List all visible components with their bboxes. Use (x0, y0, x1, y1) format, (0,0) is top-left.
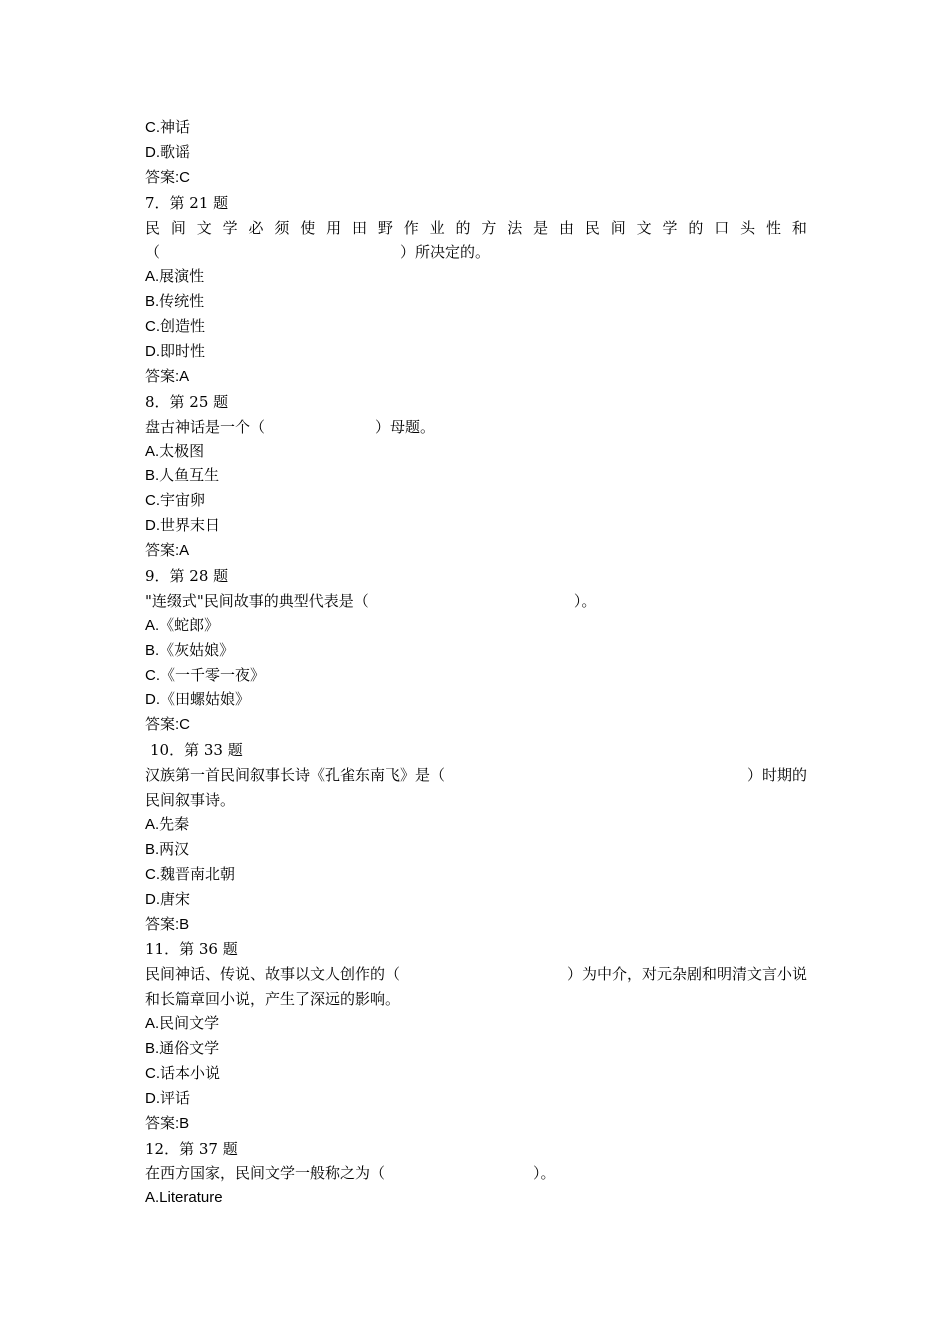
question-stem-11-line2: 和长篇章回小说，产生了深远的影响。 (145, 990, 401, 1009)
question-heading-11: 11．第 36 题 (145, 940, 238, 959)
option-c: C.《一千零一夜》 (145, 666, 266, 684)
answer: 答案:A (145, 542, 190, 560)
answer: 答案:C (145, 168, 191, 186)
stem-char: 和 (791, 218, 807, 237)
option-b: B.两汉 (145, 840, 190, 858)
stem-text: ）母题。 (375, 417, 436, 436)
stem-text: 民间神话、传说、故事以文人创作的（ (145, 965, 401, 984)
stem-char: 田 (352, 218, 368, 237)
option-a: A.民间文学 (145, 1015, 220, 1033)
answer: 答案:A (145, 367, 190, 385)
stem-char: 间 (170, 218, 186, 237)
stem-char: 须 (274, 218, 290, 237)
option-b: B.通俗文学 (145, 1039, 220, 1057)
stem-char: 的 (455, 218, 471, 237)
question-stem-7-line2 (145, 240, 807, 265)
document-page (145, 116, 807, 1211)
question-stem-12 (145, 1161, 807, 1186)
question-stem-7-line1 (145, 216, 807, 241)
stem-char: 作 (403, 218, 419, 237)
option-d: D.唐宋 (145, 890, 191, 908)
stem-text: ）。 (573, 591, 597, 610)
option-a: A.先秦 (145, 815, 190, 833)
stem-char: 由 (559, 218, 575, 237)
stem-char: 民 (584, 218, 600, 237)
stem-char: 方 (481, 218, 497, 237)
stem-char: 法 (507, 218, 523, 237)
stem-char: 文 (196, 218, 212, 237)
question-stem-8 (145, 415, 807, 440)
option-c: C.魏晋南北朝 (145, 865, 236, 883)
option-d: D.《田螺姑娘》 (145, 691, 251, 709)
stem-char: 的 (688, 218, 704, 237)
stem-char: 口 (714, 218, 730, 237)
stem-char: 使 (300, 218, 316, 237)
answer: 答案:B (145, 915, 190, 933)
stem-text: 盘古神话是一个（ (145, 417, 266, 436)
stem-char: 是 (533, 218, 549, 237)
blank-open: （ (145, 243, 161, 262)
option-c: C.宇宙卵 (145, 492, 206, 510)
stem-char: 民 (145, 218, 161, 237)
question-heading-8: 8．第 25 题 (145, 392, 229, 411)
question-stem-11-line1 (145, 962, 807, 987)
stem-text: "连缀式"民间故事的典型代表是（ (145, 591, 369, 610)
question-stem-10-line2: 民间叙事诗。 (145, 791, 236, 810)
answer: 答案:B (145, 1114, 190, 1132)
stem-char: 学 (662, 218, 678, 237)
stem-text: ）所决定的。 (400, 243, 491, 262)
option-d: D.歌谣 (145, 143, 191, 161)
question-heading-12: 12．第 37 题 (145, 1139, 238, 1158)
option-a: A.太极图 (145, 442, 205, 460)
stem-char: 文 (636, 218, 652, 237)
stem-text: ）为中介，对元杂剧和明清文言小说 (566, 965, 807, 984)
stem-char: 用 (326, 218, 342, 237)
option-d: D.世界末日 (145, 517, 221, 535)
question-heading-9: 9．第 28 题 (145, 567, 229, 586)
question-stem-9 (145, 589, 807, 614)
stem-char: 性 (766, 218, 782, 237)
option-a: A.《蛇郎》 (145, 616, 220, 634)
option-b: B.传统性 (145, 293, 205, 311)
question-heading-7: 7．第 21 题 (145, 193, 229, 212)
option-a: A.展演性 (145, 268, 205, 286)
stem-char: 野 (377, 218, 393, 237)
option-b: B.《灰姑娘》 (145, 641, 235, 659)
option-d: D.即时性 (145, 343, 206, 361)
stem-char: 业 (429, 218, 445, 237)
option-b: B.人鱼互生 (145, 467, 220, 485)
option-c: C.创造性 (145, 318, 206, 336)
option-a: A.Literature (145, 1189, 223, 1207)
stem-char: 必 (248, 218, 264, 237)
stem-char: 头 (740, 218, 756, 237)
option-d: D.评话 (145, 1089, 191, 1107)
question-heading-10: 10．第 33 题 (150, 741, 243, 760)
stem-text: 在西方国家，民间文学一般称之为（ (145, 1164, 386, 1183)
option-c: C.话本小说 (145, 1064, 221, 1082)
stem-char: 学 (222, 218, 238, 237)
answer: 答案:C (145, 716, 191, 734)
stem-char: 间 (610, 218, 626, 237)
option-c: C.神话 (145, 119, 191, 136)
question-stem-10-line1 (145, 763, 807, 788)
stem-text: 汉族第一首民间叙事长诗《孔雀东南飞》是（ (145, 766, 446, 785)
stem-text: ）时期的 (746, 766, 807, 785)
stem-text: ）。 (533, 1164, 556, 1183)
